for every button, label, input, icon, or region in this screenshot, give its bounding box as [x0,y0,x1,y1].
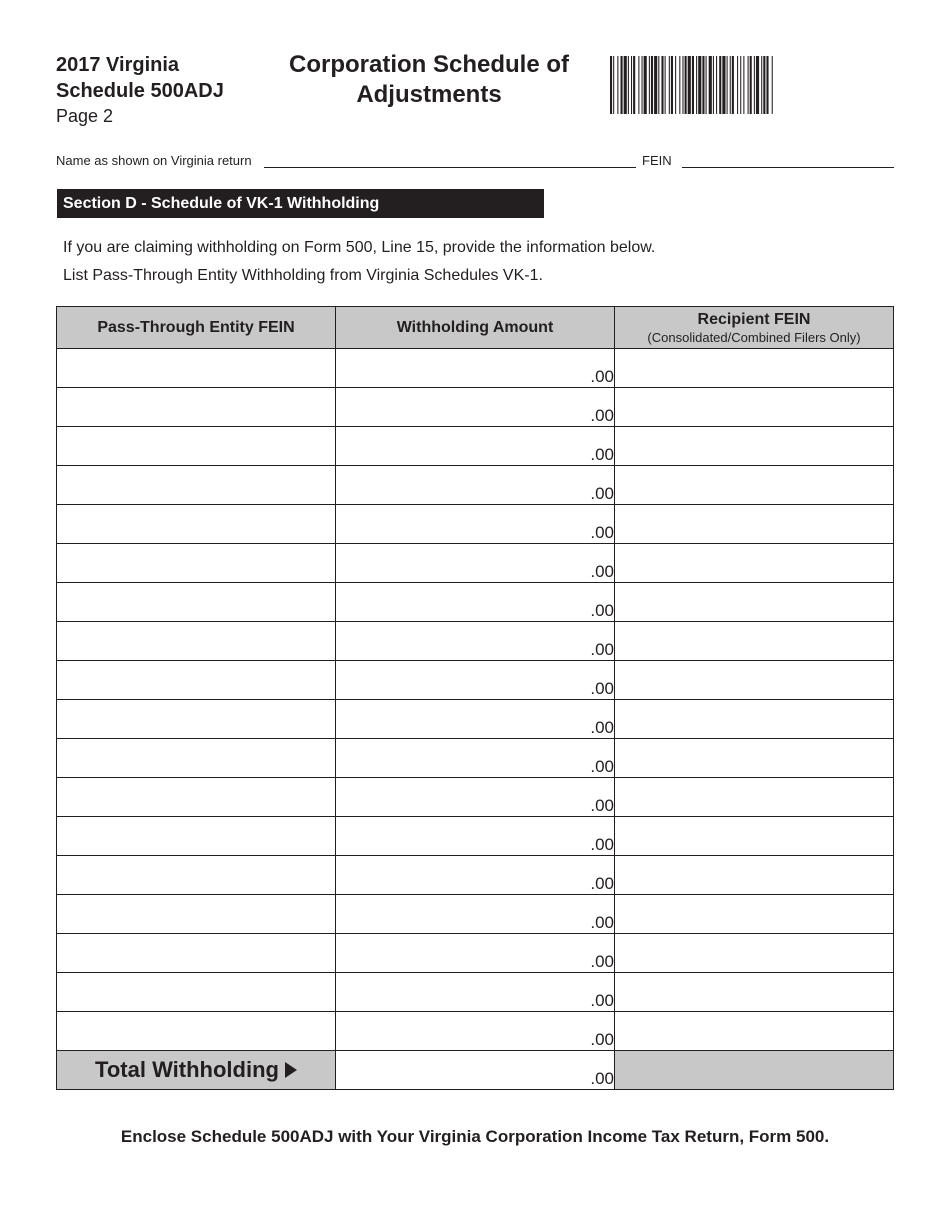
pte-fein-field[interactable] [57,427,336,466]
recipient-fein-label: Recipient FEIN [697,310,811,328]
barcode-bar [654,56,657,114]
pte-fein-field[interactable] [57,856,336,895]
form-title [270,50,588,110]
barcode-bar [633,56,635,114]
pte-fein-field[interactable] [57,700,336,739]
withholding-amount-field[interactable]: .00 [336,778,615,817]
barcode-bar [732,56,734,114]
barcode-bar [624,56,627,114]
name-row [56,150,894,170]
barcode-bar [761,56,762,114]
pte-fein-field[interactable] [57,622,336,661]
schedule-title: Schedule 500ADJ [56,80,224,102]
pte-fein-field[interactable] [57,895,336,934]
barcode-bar [727,56,728,114]
fein-label: FEIN [642,153,672,168]
col-header-withholding-amount: Withholding Amount [336,307,615,349]
recipient-fein-field[interactable] [615,427,894,466]
barcode-bar [685,56,687,114]
arrow-right-icon [285,1062,297,1078]
table-row [57,622,894,661]
year-title: 2017 Virginia [56,54,180,76]
table-row [57,349,894,388]
table-row [57,973,894,1012]
barcode-bar [692,56,694,114]
withholding-amount-field[interactable]: .00 [336,700,615,739]
barcode-bar [702,56,704,114]
pte-fein-field[interactable] [57,778,336,817]
withholding-amount-field[interactable]: .00 [336,505,615,544]
table-row [57,544,894,583]
barcode [610,56,893,114]
withholding-amount-field[interactable]: .00 [336,388,615,427]
barcode-bar [713,56,714,114]
table-row [57,583,894,622]
recipient-fein-field[interactable] [615,778,894,817]
withholding-amount-field[interactable]: .00 [336,583,615,622]
barcode-bar [628,56,629,114]
pte-fein-field[interactable] [57,739,336,778]
table-row [57,934,894,973]
table-row [57,739,894,778]
form-title-line2: Adjustments [356,81,502,108]
barcode-bar [649,56,650,114]
pte-fein-field[interactable] [57,661,336,700]
recipient-fein-field[interactable] [615,856,894,895]
table-row [57,427,894,466]
table-row [57,388,894,427]
form-identifier [56,52,224,128]
withholding-amount-field[interactable]: .00 [336,817,615,856]
instruction-1: If you are claiming withholding on Form 500, Line 15, provide the information below. [63,239,656,256]
fein-field[interactable] [682,151,894,168]
barcode-bar [696,56,697,114]
barcode-bar [772,56,773,114]
table-row [57,700,894,739]
total-shaded-cell [615,1051,894,1090]
barcode-bar [642,56,643,114]
recipient-fein-field[interactable] [615,1012,894,1051]
barcode-bar [631,56,632,114]
recipient-fein-sublabel: (Consolidated/Combined Filers Only) [647,329,861,345]
pte-fein-field[interactable] [57,973,336,1012]
barcode-bar [669,56,670,114]
table-row [57,817,894,856]
barcode-bar [743,56,744,114]
col-header-pte-fein: Pass-Through Entity FEIN [57,307,336,349]
recipient-fein-field[interactable] [615,388,894,427]
barcode-bar [748,56,749,114]
barcode-bar [737,56,738,114]
withholding-amount-field[interactable]: .00 [336,1012,615,1051]
pte-fein-field[interactable] [57,817,336,856]
form-title-line1: Corporation Schedule of [288,51,569,78]
page-label: Page 2 [56,106,114,126]
recipient-fein-field[interactable] [615,544,894,583]
table-row [57,505,894,544]
barcode-bar [621,56,623,114]
barcode-bar [740,56,741,114]
recipient-fein-field[interactable] [615,661,894,700]
recipient-fein-field[interactable] [615,817,894,856]
total-label-cell [57,1051,336,1090]
pte-fein-field[interactable] [57,1012,336,1051]
barcode-bar [638,56,639,114]
barcode-bar [682,56,683,114]
barcode-bar [688,56,691,114]
section-title: Section D - Schedule of VK-1 Withholding [57,189,544,218]
barcode-bar [613,56,614,114]
footer-note: Enclose Schedule 500ADJ with Your Virginia Corporation Income Tax Return, Form 500. [120,1127,830,1146]
table-row [57,856,894,895]
recipient-fein-field[interactable] [615,349,894,388]
withholding-amount-field[interactable]: .00 [336,466,615,505]
barcode-bar [709,56,712,114]
recipient-fein-field[interactable] [615,895,894,934]
pte-fein-field[interactable] [57,388,336,427]
recipient-fein-field[interactable] [615,505,894,544]
withholding-amount-field[interactable]: .00 [336,349,615,388]
barcode-bar [661,56,663,114]
barcode-bar [722,56,725,114]
withholding-amount-field[interactable]: .00 [336,544,615,583]
vk1-withholding-table [56,306,894,1090]
table-row [57,778,894,817]
barcode-bar [730,56,731,114]
barcode-bar [766,56,768,114]
barcode-bar [679,56,680,114]
name-field[interactable] [264,151,636,168]
barcode-bar [754,56,755,114]
table-row [57,895,894,934]
pte-fein-field[interactable] [57,544,336,583]
barcode-bar [610,56,612,114]
pte-fein-field[interactable] [57,349,336,388]
table-row [57,466,894,505]
recipient-fein-field[interactable] [615,973,894,1012]
recipient-fein-field[interactable] [615,739,894,778]
barcode-bar [671,56,673,114]
barcode-bar [698,56,701,114]
table-row [57,661,894,700]
pte-fein-field[interactable] [57,466,336,505]
barcode-bar [719,56,721,114]
table-row [57,1012,894,1051]
total-amount-field[interactable]: .00 [336,1051,615,1090]
barcode-bar [706,56,707,114]
barcode-bar [651,56,653,114]
recipient-fein-field[interactable] [615,583,894,622]
withholding-amount-field[interactable]: .00 [336,427,615,466]
recipient-fein-field[interactable] [615,700,894,739]
withholding-amount-field[interactable]: .00 [336,934,615,973]
name-label: Name as shown on Virginia return [56,153,252,168]
pte-fein-field[interactable] [57,505,336,544]
barcode-bar [665,56,666,114]
withholding-amount-field[interactable]: .00 [336,895,615,934]
recipient-fein-field[interactable] [615,466,894,505]
withholding-amount-field[interactable]: .00 [336,661,615,700]
barcode-bar [716,56,717,114]
pte-fein-field[interactable] [57,583,336,622]
withholding-amount-field[interactable]: .00 [336,856,615,895]
withholding-amount-field[interactable]: .00 [336,973,615,1012]
barcode-bar [658,56,659,114]
barcode-bar [756,56,759,114]
barcode-bar [763,56,765,114]
instruction-2: List Pass-Through Entity Withholding from Virginia Schedules VK-1. [63,267,543,284]
recipient-fein-field[interactable] [615,622,894,661]
barcode-bar [644,56,647,114]
barcode-bar [617,56,618,114]
withholding-amount-field[interactable]: .00 [336,739,615,778]
withholding-amount-field[interactable]: .00 [336,622,615,661]
pte-fein-field[interactable] [57,934,336,973]
barcode-bar [675,56,676,114]
total-row [57,1051,894,1090]
table-header-row [57,307,894,349]
total-label: Total Withholding [95,1057,279,1082]
barcode-bar [750,56,752,114]
col-header-recipient-fein [615,307,894,349]
recipient-fein-field[interactable] [615,934,894,973]
